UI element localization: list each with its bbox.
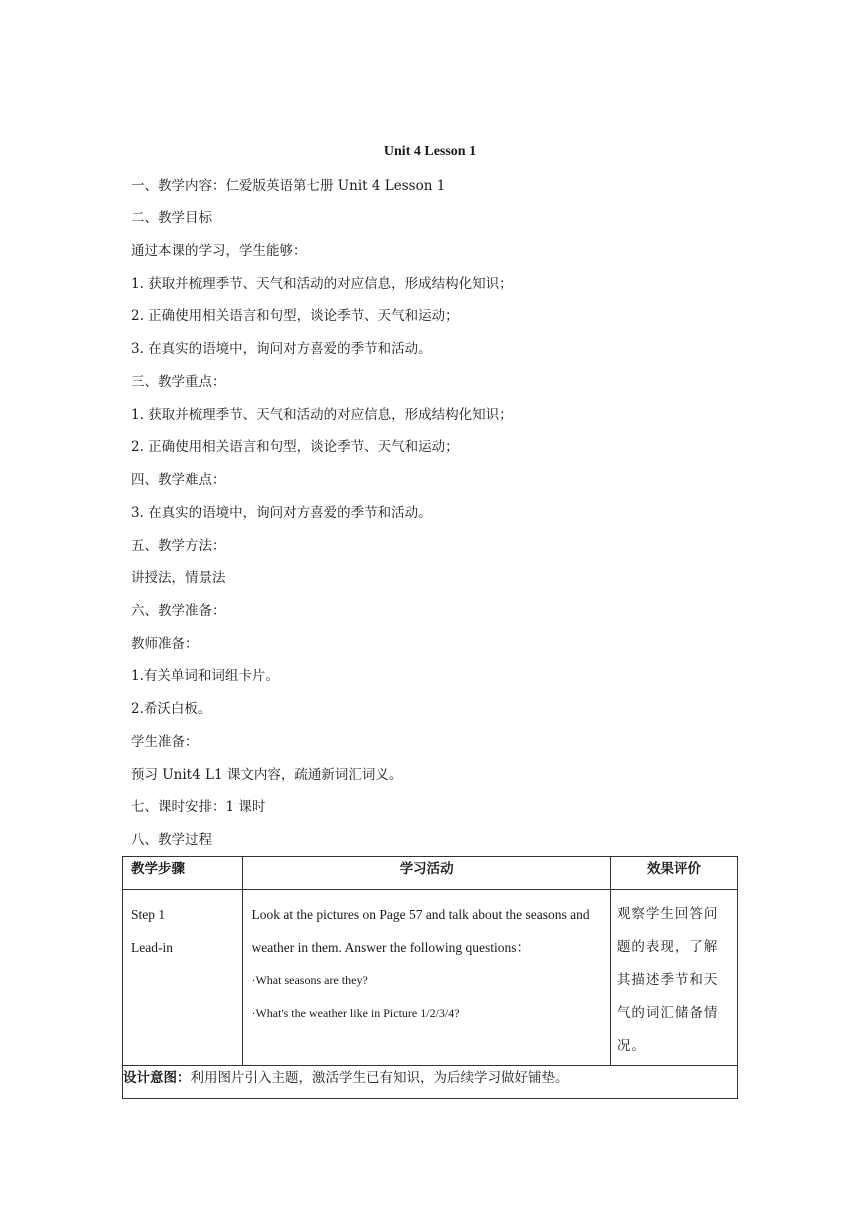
design-intent-text: 利用图片引入主题，激活学生已有知识，为后续学习做好铺垫。 (190, 1070, 569, 1086)
step-name: Lead-in (131, 940, 173, 955)
header-step: 教学步骤 (123, 857, 243, 890)
evaluation-line: 其描述季节和天 (616, 972, 719, 988)
step-number: Step 1 (131, 907, 166, 922)
design-intent-label: 设计意图： (123, 1070, 191, 1086)
activity-line: Look at the pictures on Page 57 and talk about the seasons and (251, 907, 590, 922)
evaluation-line: 气的词汇储备情 (616, 1005, 719, 1021)
design-intent-row (123, 1066, 738, 1099)
methods-text: 讲授法，情景法 (131, 570, 226, 586)
objective-2: 2. 正确使用相关语言和句型，谈论季节、天气和运动； (131, 308, 459, 324)
activity-question: ·What seasons are they? (251, 973, 368, 987)
section-content: 一、教学内容：仁爱版英语第七册 Unit 4 Lesson 1 (131, 178, 446, 194)
key-point-2: 2. 正确使用相关语言和句型，谈论季节、天气和运动； (131, 439, 459, 455)
section-methods: 五、教学方法： (131, 538, 226, 554)
objective-1: 1. 获取并梳理季节、天气和活动的对应信息，形成结构化知识； (131, 276, 513, 292)
table-row (123, 890, 738, 1066)
evaluation-line: 况。 (616, 1038, 646, 1054)
lesson-process-table (122, 856, 738, 1099)
evaluation-line: 观察学生回答问 (616, 906, 719, 922)
activity-cell (243, 890, 610, 1066)
section-schedule: 七、课时安排：1 课时 (131, 799, 266, 815)
design-intent-cell (123, 1066, 738, 1099)
key-point-1: 1. 获取并梳理季节、天气和活动的对应信息，形成结构化知识； (131, 407, 513, 423)
activity-line: weather in them. Answer the following questions： (251, 940, 531, 955)
teacher-prep-1: 1.有关单词和词组卡片。 (131, 668, 279, 684)
teacher-prep-2: 2.希沃白板。 (131, 701, 212, 717)
objective-3: 3. 在真实的语境中，询问对方喜爱的季节和活动。 (131, 341, 432, 357)
objectives-intro: 通过本课的学习，学生能够： (131, 243, 307, 259)
step-cell (123, 890, 243, 1066)
header-evaluation: 效果评价 (610, 857, 737, 890)
section-process: 八、教学过程 (131, 832, 212, 848)
difficulty-1: 3. 在真实的语境中，询问对方喜爱的季节和活动。 (131, 505, 432, 521)
section-preparation: 六、教学准备： (131, 603, 226, 619)
document-title: Unit 4 Lesson 1 (383, 144, 477, 159)
student-prep-heading: 学生准备： (131, 734, 199, 750)
activity-question: ·What's the weather like in Picture 1/2/3/4? (251, 1006, 460, 1020)
section-key-points: 三、教学重点： (131, 374, 226, 390)
evaluation-cell (610, 890, 737, 1066)
evaluation-line: 题的表现，了解 (616, 939, 719, 955)
section-objectives: 二、教学目标 (131, 210, 212, 226)
section-difficulties: 四、教学难点： (131, 472, 226, 488)
teacher-prep-heading: 教师准备： (131, 636, 199, 652)
student-prep-1: 预习 Unit4 L1 课文内容，疏通新词汇词义。 (131, 767, 403, 783)
header-activity: 学习活动 (243, 857, 610, 890)
table-header-row (123, 857, 738, 890)
